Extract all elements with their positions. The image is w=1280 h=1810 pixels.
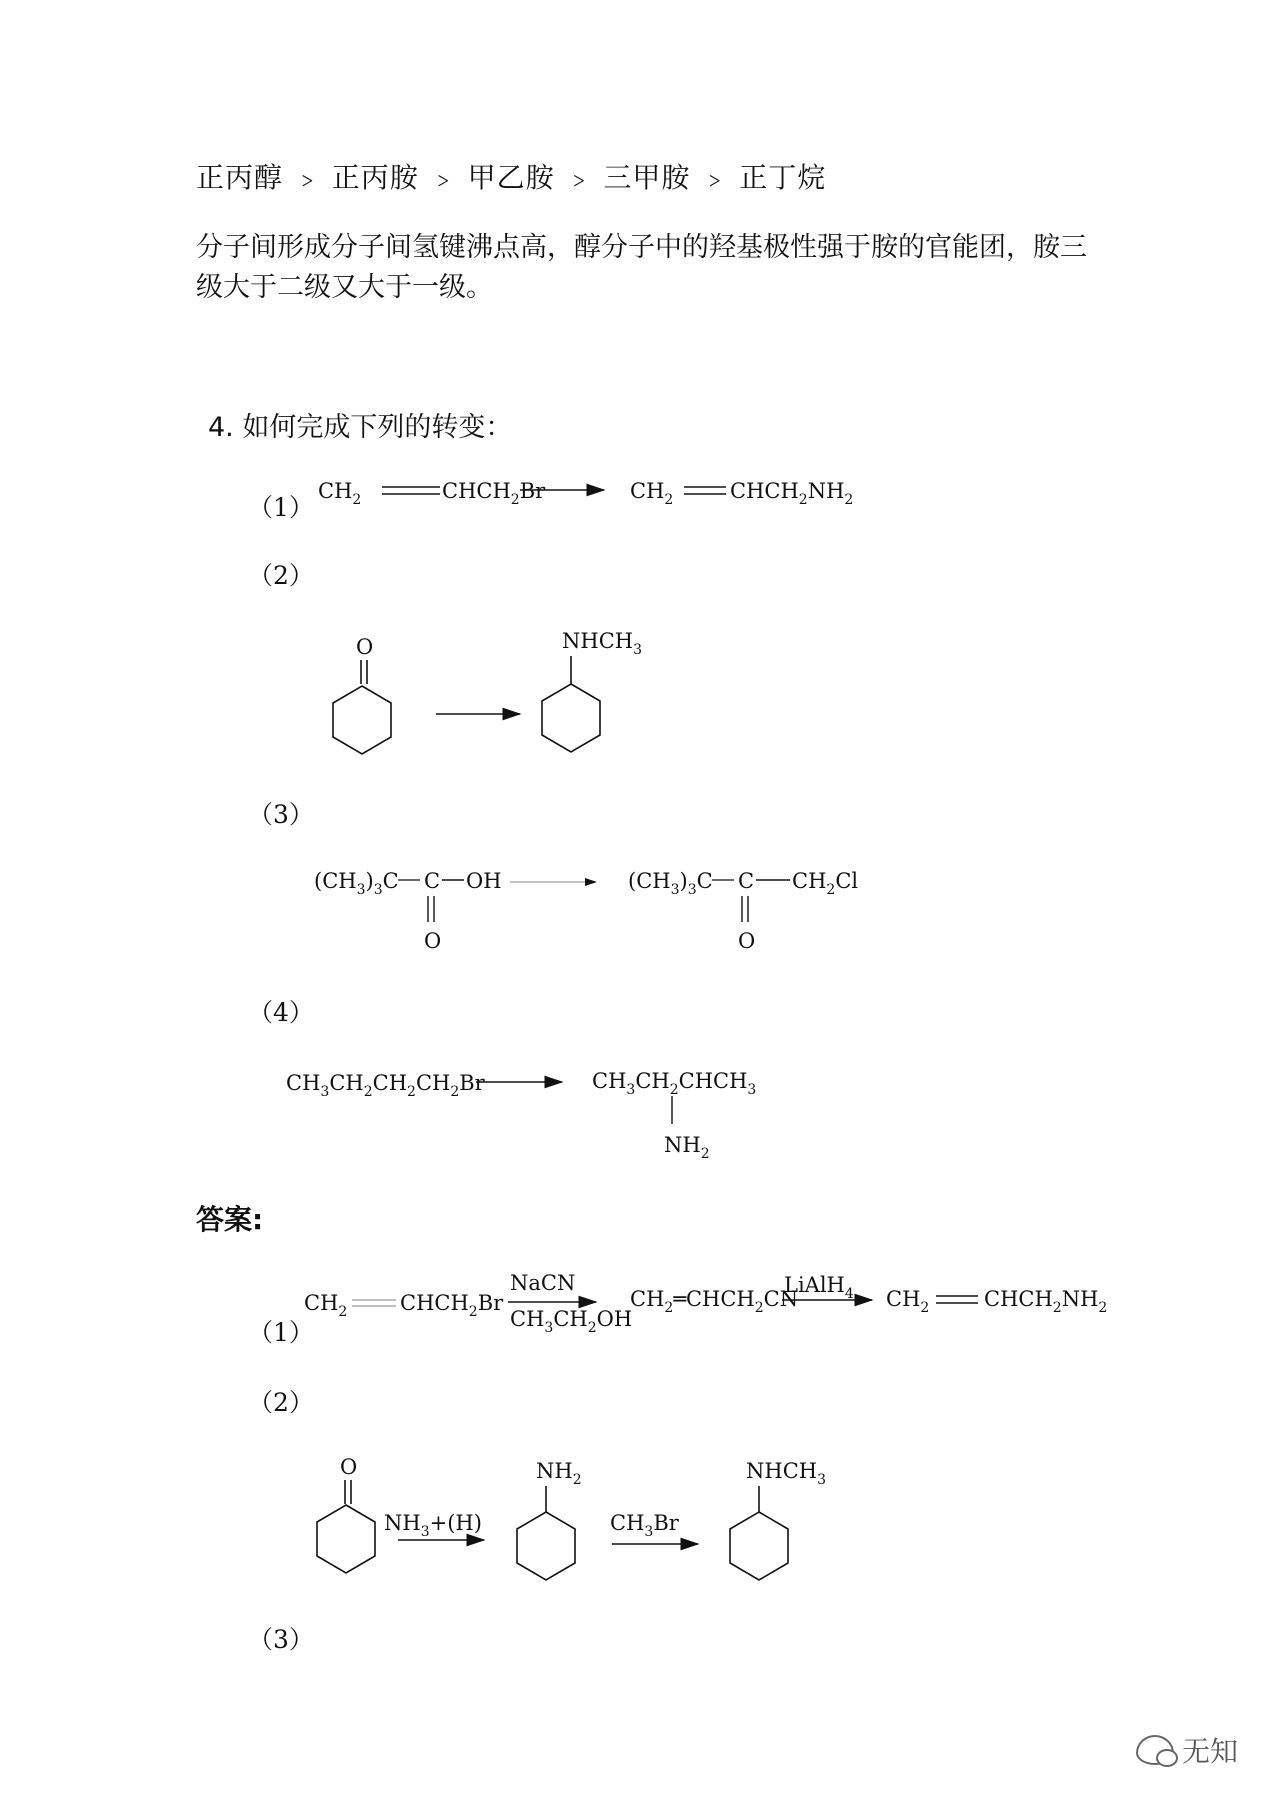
svg-text:CHCH2Br: $CHCH_2Br$ [442, 479, 546, 508]
svg-text:NHCH3: $NHCH_3$ [746, 1459, 826, 1488]
watermark [1136, 1730, 1238, 1770]
q3-scheme [314, 869, 858, 953]
q4-scheme [286, 1069, 756, 1162]
svg-text:C: C [424, 869, 441, 893]
ordering-explanation: 分子间形成分子间氢键沸点高，醇分子中的羟基极性强于胺的官能团，胺三级大于二级又大于一级。 [196, 232, 1087, 303]
svg-text:CHCH2Br: $CHCH_2Br$ [400, 1291, 504, 1320]
svg-text:O: O [356, 635, 374, 659]
svg-text:(CH3)3C: $(CH_3)_3C$ [628, 869, 713, 898]
question-1-number: （1） [248, 493, 314, 522]
svg-text:CH2: $CH_2$ [318, 479, 362, 508]
svg-text:CH3CH2OH: $CH_3CH_2OH$ [510, 1307, 633, 1336]
cyclohexanone-ring [333, 686, 391, 754]
question-3-number: （3） [248, 800, 314, 829]
svg-text:NHCH3: $NHCH_3$ [562, 629, 642, 658]
answer-2-number: （2） [248, 1388, 314, 1417]
answer-heading: 答案: [196, 1203, 264, 1236]
svg-text:CH2: $CH_2$ [304, 1291, 348, 1320]
watermark-text: 无知 [1181, 1735, 1238, 1768]
svg-text:CH3CH2CH2CH2Br: $CH_3CH_2CH_2CH_2Br$ [286, 1071, 485, 1100]
svg-text:CH2: $CH_2$ [886, 1287, 930, 1316]
svg-text:CH2: $CH_2$ [630, 479, 674, 508]
svg-text:NH2: $NH_2$ [664, 1133, 710, 1162]
question-4-number: （4） [248, 998, 314, 1027]
answer-3-number: （3） [248, 1625, 314, 1654]
wechat-icon [1136, 1735, 1174, 1765]
a1-scheme [304, 1271, 1107, 1336]
svg-text:O: O [340, 1455, 358, 1479]
svg-text:O: O [738, 929, 756, 953]
svg-text:LiAlH4: LiAlH$_4$ [784, 1273, 854, 1302]
a2-n-methylcyclohexylamine-ring [730, 1512, 788, 1580]
a2-cyclohexanone-ring [317, 1505, 375, 1573]
svg-text:C: C [738, 869, 755, 893]
q1-scheme [318, 479, 853, 508]
cyclohexylamine-ring [542, 684, 600, 752]
a2-cyclohexylamine-ring [517, 1512, 575, 1580]
svg-text:CHCH2NH2: $CHCH_2NH_2$ [984, 1287, 1108, 1316]
answer-1-number: （1） [248, 1318, 314, 1347]
svg-text:NH2: $NH_2$ [536, 1459, 582, 1488]
a2-scheme [317, 1455, 826, 1580]
svg-text:O: O [424, 929, 442, 953]
svg-text:CH3CH2CHCH3: $CH_3CH_2CHCH_3$ [592, 1069, 757, 1098]
svg-text:CHCH2NH2: $CHCH_2NH_2$ [730, 479, 854, 508]
svg-text:CH3Br: $CH_3Br$ [610, 1511, 679, 1540]
svg-text:CH2Cl: $CH_2Cl$ [792, 869, 859, 898]
boiling-point-ordering: 正丙醇 ﹥ 正丙胺 ﹥ 甲乙胺 ﹥ 三甲胺 ﹥ 正丁烷 [196, 161, 827, 194]
svg-text:CH2═CHCH2CN: $CH_2═CHCH_2CN$ [630, 1287, 799, 1316]
svg-text:NH3+(H): $NH_3+(H)$ [384, 1511, 482, 1540]
question-2-number: （2） [248, 561, 314, 590]
question-title: 4. 如何完成下列的转变： [208, 412, 513, 443]
svg-text:(CH3)3C: $(CH_3)_3C$ [314, 869, 399, 898]
a1-reagent-nacn: NaCN [510, 1271, 576, 1295]
q2-scheme [333, 629, 642, 754]
svg-text:OH: OH [466, 869, 502, 893]
